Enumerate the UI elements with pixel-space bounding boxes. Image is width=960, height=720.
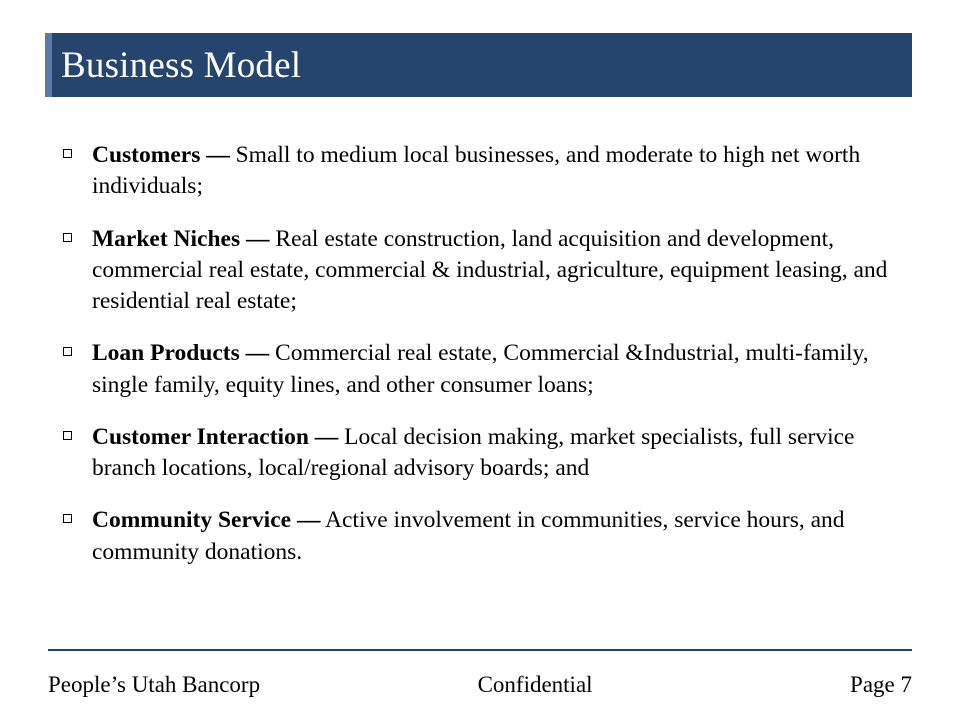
slide-title-bar	[45, 33, 912, 97]
bullet-text: Small to medium local businesses, and moderate to high net worth individuals;	[92, 142, 861, 200]
bullet-dash: —	[206, 142, 230, 168]
bullet-lead: Community Service	[92, 507, 292, 534]
square-bullet-icon	[63, 514, 72, 523]
footer-confidentiality: Confidential	[477, 672, 593, 697]
bullet-lead: Loan Products	[92, 340, 240, 367]
bullet-dash: —	[246, 225, 270, 252]
slide-body	[55, 140, 915, 568]
square-bullet-icon	[63, 431, 72, 440]
list-item	[55, 422, 915, 485]
slide-footer	[48, 665, 912, 705]
square-bullet-icon	[63, 149, 72, 158]
square-bullet-icon	[63, 347, 72, 356]
bullet-lead: Customers	[92, 142, 201, 168]
bullet-dash: —	[314, 423, 339, 450]
list-item	[55, 338, 915, 401]
bullet-lead: Customer Interaction	[92, 423, 309, 450]
bullet-text: Real estate construction, land acquisition and development, commercial real estate, commercial & industrial, agriculture, equipment leasing, and residential real estate;	[92, 225, 888, 314]
bullet-dash: —	[296, 507, 321, 534]
bullet-text: Active involvement in communities, service hours, and community donations.	[92, 507, 845, 565]
list-item	[55, 505, 915, 568]
bullet-lead: Market Niches	[92, 225, 241, 252]
bullet-list	[55, 140, 915, 568]
footer-company: People’s Utah Bancorp	[48, 672, 261, 697]
bullet-text: Commercial real estate, Commercial &Industrial, multi-family, single family, equity lines, and other consumer loans;	[92, 340, 869, 398]
square-bullet-icon	[63, 233, 72, 242]
page-title: Business Model	[61, 44, 302, 86]
title-accent-bar	[45, 33, 52, 97]
list-item	[55, 140, 915, 203]
footer-divider	[48, 649, 912, 651]
bullet-dash: —	[245, 340, 270, 367]
footer-page-number: Page 7	[850, 672, 912, 697]
list-item	[55, 224, 915, 318]
bullet-text: Local decision making, market specialists, full service branch locations, local/regional advisory boards; and	[92, 423, 855, 481]
